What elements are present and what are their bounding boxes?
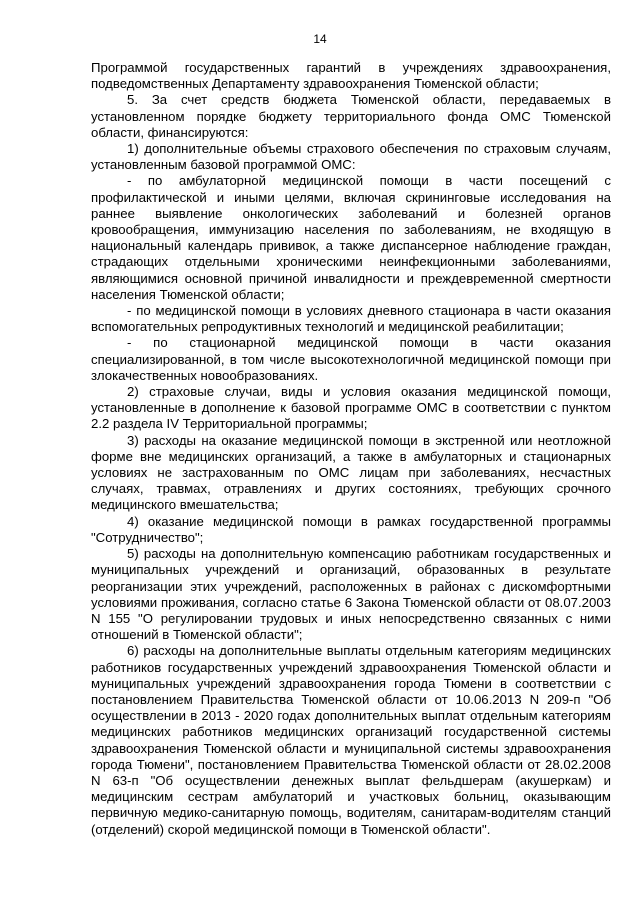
paragraph: - по амбулаторной медицинской помощи в части посещений с профилактической и иными целями, включая скрининговые исследования на раннее выявление онкологических заболеваний и болезней органов кровообращения, иммунизацию населения по заболеваниям, не входящую в национальный календарь прививок, а также диспансерное наблюдение граждан, страдающих отдельными хроническими неинфекционными заболеваниями, являющимися основной причиной инвалидности и преждевременной смертности населения Тюменской области; [91, 173, 611, 302]
paragraph: 1) дополнительные объемы страхового обеспечения по страховым случаям, установленным базовой программой ОМС: [91, 141, 611, 173]
paragraph: 2) страховые случаи, виды и условия оказания медицинской помощи, установленные в дополнение к базовой программе ОМС в соответствии с пунктом 2.2 раздела IV Территориальной программы; [91, 384, 611, 432]
paragraph: Программой государственных гарантий в учреждениях здравоохранения, подведомственных Департаменту здравоохранения Тюменской области; [91, 60, 611, 92]
paragraph: - по стационарной медицинской помощи в части оказания специализированной, в том числе высокотехнологичной медицинской помощи при злокачественных новообразованиях. [91, 335, 611, 383]
paragraph: 4) оказание медицинской помощи в рамках государственной программы "Сотрудничество"; [91, 513, 611, 545]
paragraph: 5) расходы на дополнительную компенсацию работникам государственных и муниципальных учреждений и организаций, образованных в результате реорганизации этих учреждений, расположенных в районах с дискомфортными условиями проживания, согласно статье 6 Закона Тюменской области от 08.07.2003 N 155 "О регулировании трудовых и иных непосредственно связанных с ними отношений в Тюменской области"; [91, 546, 611, 643]
paragraph: 6) расходы на дополнительные выплаты отдельным категориям медицинских работников государственных учреждений здравоохранения Тюменской области и муниципальных учреждений здравоохранения города Тюмени в соответствии с постановлением Правительства Тюменской области от 10.06.2013 N 209-п "Об осуществлении в 2013 - 2020 годах дополнительных выплат отдельным категориям медицинских работников медицинских организаций государственной системы здравоохранения Тюменской области и муниципальной системы здравоохранения города Тюмени", постановлением Правительства Тюменской области от 28.02.2008 N 63-п "Об осуществлении денежных выплат фельдшерам (акушеркам) и медицинским сестрам амбулаторий и участковых больниц, оказывающим первичную медико-санитарную помощь, водителям, санитарам-водителям станций (отделений) скорой медицинской помощи в Тюменской области". [91, 643, 611, 837]
paragraph: 3) расходы на оказание медицинской помощи в экстренной или неотложной форме вне медицинских организаций, а также в амбулаторных и стационарных условиях не застрахованным по ОМС лицам при заболеваниях, несчастных случаях, травмах, отравлениях и других состояниях, требующих срочного медицинского вмешательства; [91, 432, 611, 513]
paragraph: - по медицинской помощи в условиях дневного стационара в части оказания вспомогательных репродуктивных технологий и медицинской реабилитации; [91, 303, 611, 335]
paragraph: 5. За счет средств бюджета Тюменской области, передаваемых в установленном порядке бюджету территориального фонда ОМС Тюменской области, финансируются: [91, 92, 611, 140]
document-body [91, 60, 611, 838]
page-number: 14 [313, 32, 327, 46]
